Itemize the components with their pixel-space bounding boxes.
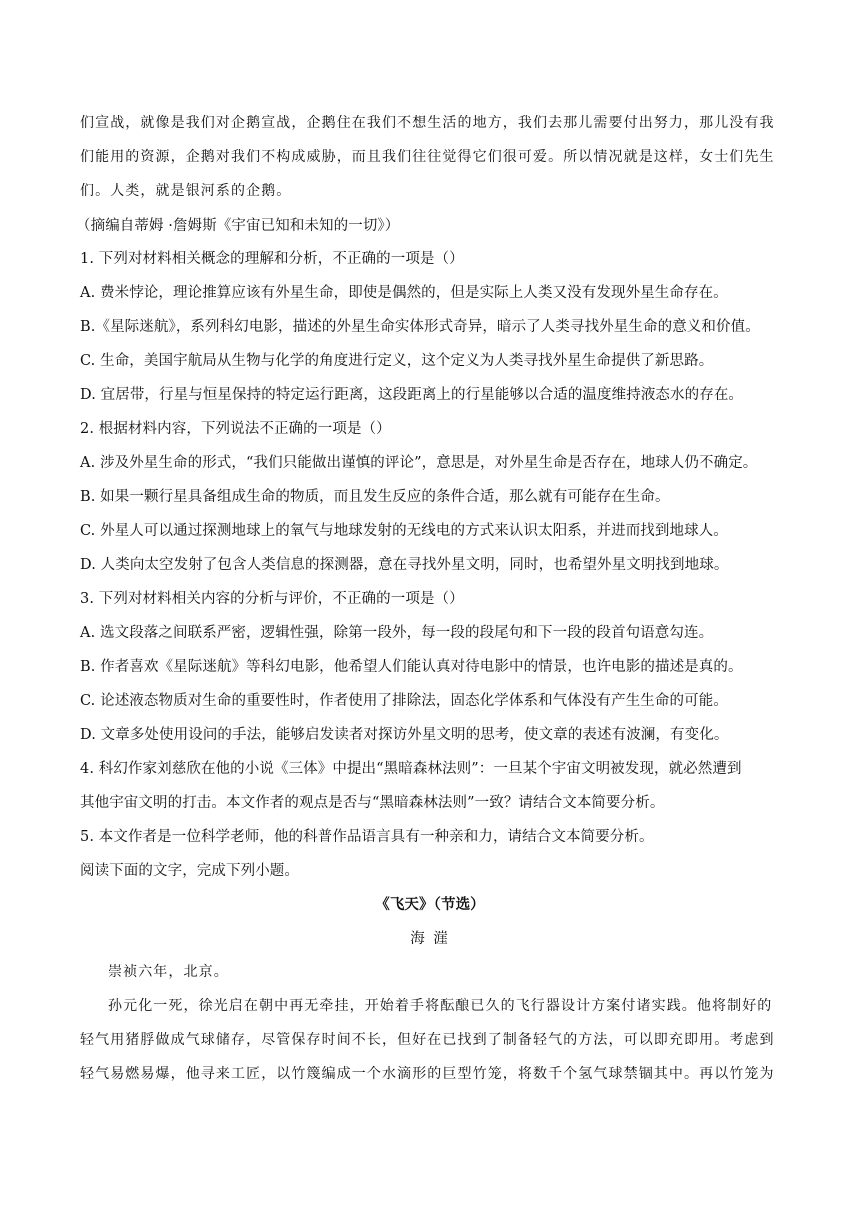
question-3-option-a: A. 选文段落之间联系严密，逻辑性强，除第一段外，每一段的段尾句和下一段的段首句语意勾连。 <box>80 625 714 641</box>
story-author: 海 漄 <box>410 931 450 947</box>
question-3-option-d: D. 文章多处使用设问的手法，能够启发读者对探访外星文明的思考，使文章的表述有波澜，有变化。 <box>80 727 729 743</box>
question-4-line-1: 4. 科幻作家刘慈欣在他的小说《三体》中提出“黑暗森林法则”：一旦某个宇宙文明被发现，就必然遭到 <box>80 761 742 777</box>
passage-line-2: 们能用的资源，企鹅对我们不构成威胁，而且我们往往觉得它们很可爱。所以情况就是这样，女士们先生 <box>80 149 775 165</box>
story-paragraph-2-line-1: 孙元化一死，徐光启在朝中再无牵挂，开始着手将酝酿已久的飞行器设计方案付诸实践。他将制好的 <box>108 998 773 1014</box>
story-paragraph-1: 崇祯六年，北京。 <box>108 964 229 980</box>
question-2-option-b: B. 如果一颗行星具备组成生命的物质，而且发生反应的条件合适，那么就有可能存在生命。 <box>80 489 670 505</box>
question-5: 5. 本文作者是一位科学老师，他的科普作品语言具有一种亲和力，请结合文本简要分析。 <box>80 829 654 845</box>
question-3-stem: 3. 下列对材料相关内容的分析与评价，不正确的一项是（） <box>80 591 464 607</box>
question-2-option-a: A. 涉及外星生命的形式，“我们只能做出谨慎的评论”，意思是，对外星生命是否存在，地球人仍不确定。 <box>80 455 758 471</box>
question-3-option-c: C. 论述液态物质对生命的重要性时，作者使用了排除法，固态化学体系和气体没有产生生命的可能。 <box>80 693 728 709</box>
story-title: 《飞天》（节选） <box>375 896 485 913</box>
question-1-stem: 1. 下列对材料相关概念的理解和分析，不正确的一项是（） <box>80 251 464 267</box>
question-3-option-b: B. 作者喜欢《星际迷航》等科幻电影，他希望人们能认真对待电影中的情景，也许电影的描述是真的。 <box>80 659 743 675</box>
reading-instruction: 阅读下面的文字，完成下列小题。 <box>80 863 299 879</box>
source-note: （摘编自蒂姆 ·詹姆斯《宇宙已知和未知的一切》） <box>76 218 400 234</box>
passage-line-1: 们宣战，就像是我们对企鹅宣战，企鹅住在我们不想生活的地方，我们去那儿需要付出努力，那儿没有我 <box>80 115 775 131</box>
question-1-option-b: B.《星际迷航》，系列科幻电影，描述的外星生命实体形式奇异，暗示了人类寻找外星生命的意义和价值。 <box>80 319 760 335</box>
question-4-line-2: 其他宇宙文明的打击。本文作者的观点是否与“黑暗森林法则”一致？请结合文本简要分析。 <box>80 795 665 811</box>
question-1-option-c: C. 生命，美国宇航局从生物与化学的角度进行定义，这个定义为人类寻找外星生命提供了新思路。 <box>80 353 714 369</box>
question-2-option-d: D. 人类向太空发射了包含人类信息的探测器，意在寻找外星文明，同时，也希望外星文明找到地球。 <box>80 557 729 573</box>
story-paragraph-2-line-3: 轻气易燃易爆，他寻来工匠，以竹篾编成一个水滴形的巨型竹笼，将数千个氢气球禁锢其中。再以竹笼为 <box>80 1066 775 1082</box>
question-1-option-d: D. 宜居带，行星与恒星保持的特定运行距离，这段距离上的行星能够以合适的温度维持液态水的存在。 <box>80 387 744 403</box>
story-paragraph-2-line-2: 轻气用猪脬做成气球储存，尽管保存时间不长，但好在已找到了制备轻气的方法，可以即充即用。考虑到 <box>80 1032 775 1048</box>
question-2-stem: 2. 根据材料内容，下列说法不正确的一项是（） <box>80 421 391 437</box>
question-2-option-c: C. 外星人可以通过探测地球上的氧气与地球发射的无线电的方式来认识太阳系，并进而找到地球人。 <box>80 523 728 539</box>
question-1-option-a: A. 费米悖论，理论推算应该有外星生命，即使是偶然的，但是实际上人类又没有发现外星生命存在。 <box>80 285 728 301</box>
passage-line-3: 们。人类，就是银河系的企鹅。 <box>80 183 292 199</box>
